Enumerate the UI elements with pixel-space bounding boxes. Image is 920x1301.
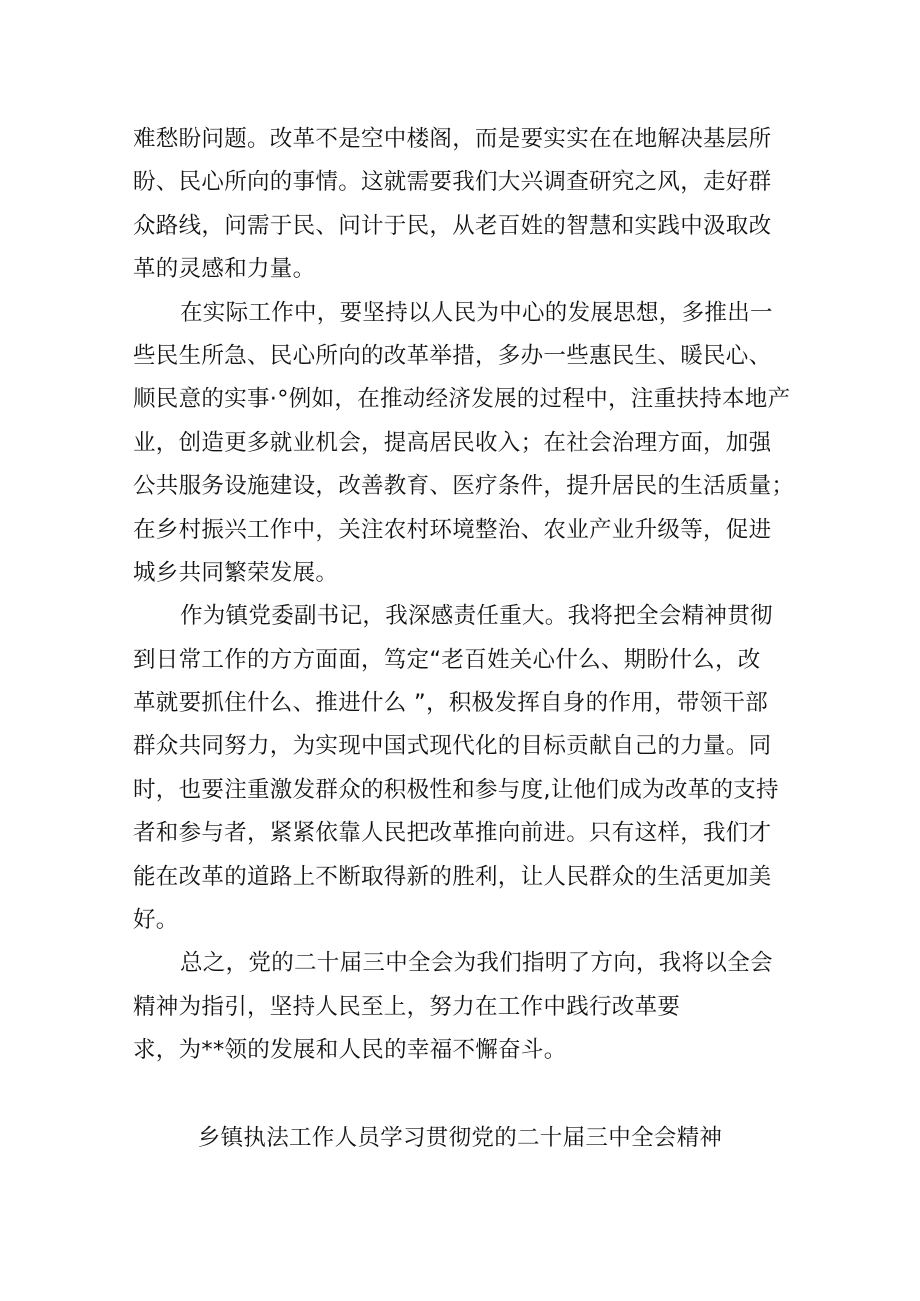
text-line: 群众共同努力，为实现中国式现代化的目标贡献自己的力量。同: [133, 733, 772, 760]
paragraph-start-line: 在实际工作中，要坚持以人民为中心的发展思想，多推出一: [180, 299, 773, 326]
text-line: 者和参与者，紧紧依靠人民把改革推向前进。只有这样，我们才: [133, 820, 772, 847]
text-line: 盼、民心所向的事情。这就需要我们大兴调查研究之风，走好群: [133, 169, 772, 196]
paragraph-start-line: 总之，党的二十届三中全会为我们指明了方向，我将以全会: [180, 950, 773, 977]
text-line: 业，创造更多就业机会，提高居民收入；在社会治理方面，加强: [133, 429, 772, 456]
text-line: 时，也要注重激发群众的积极性和参与度,让他们成为改革的支持: [133, 776, 779, 803]
text-line: 能在改革的道路上不断取得新的胜利，让人民群众的生活更加美: [133, 863, 772, 890]
text-line: 求，为**领的发展和人民的幸福不懈奋斗。: [133, 1037, 567, 1064]
text-line: 到日常工作的方方面面，笃定“老百姓关心什么、期盼什么，改: [133, 646, 761, 673]
section-heading: 乡镇执法工作人员学习贯彻党的二十届三中全会精神: [197, 1125, 723, 1151]
paragraph-start-line: 作为镇党委副书记，我深感责任重大。我将把全会精神贯彻: [180, 603, 773, 630]
text-line: 公共服务设施建设，改善教育、医疗条件，提升居民的生活质量；: [133, 473, 795, 500]
text-line: 好。: [133, 907, 179, 934]
text-line: 众路线，问需于民、问计于民，从老百姓的智慧和实践中汲取改: [133, 212, 772, 239]
text-line: 城乡共同繁荣发展。: [133, 559, 339, 586]
text-line: 顺民意的实事·°例如，在推动经济发展的过程中，注重扶持本地产: [133, 386, 791, 413]
body-text: [133, 118, 803, 1073]
text-line: 难愁盼问题。改革不是空中楼阁，而是要实实在在地解决基层所: [133, 126, 772, 152]
text-line: 些民生所急、民心所向的改革举措，多办一些惠民生、暖民心、: [133, 342, 772, 369]
text-line: 在乡村振兴工作中，关注农村环境整治、农业产业升级等，促进: [133, 516, 772, 543]
text-line: 革就要抓住什么、推进什么 ”，积极发挥自身的作用，带领干部: [133, 690, 769, 717]
text-line: 革的灵感和力量。: [133, 256, 316, 283]
text-line: 精神为指引，坚持人民至上，努力在工作中践行改革要: [133, 993, 681, 1020]
